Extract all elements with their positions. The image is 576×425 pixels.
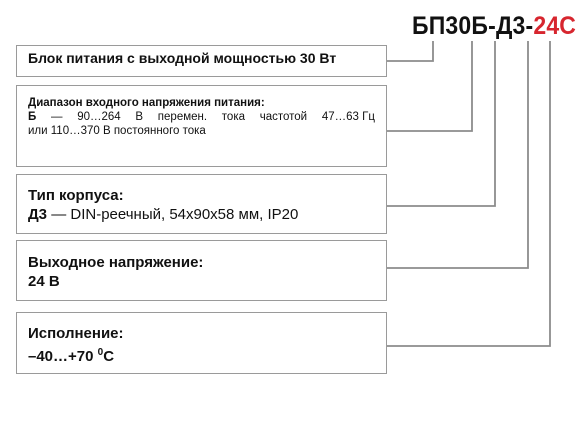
input-voltage-word: 47…63 Гц — [321, 111, 375, 123]
output-voltage-heading: Выходное напряжение: — [28, 254, 204, 271]
connector-housing — [387, 41, 495, 206]
connector-power — [387, 41, 433, 61]
code-separator: - — [525, 12, 534, 40]
power-text: Блок питания с выходной мощностью 30 Вт — [28, 50, 337, 66]
field-box-housing — [16, 174, 387, 234]
input-voltage-line2: или 110…370 В постоянного тока — [28, 125, 206, 137]
housing-description: — DIN-реечный, 54x90x58 мм, IP20 — [47, 206, 299, 223]
connector-input-voltage — [387, 41, 472, 131]
input-voltage-word: перемен. — [157, 111, 208, 123]
version-heading: Исполнение: — [28, 325, 124, 342]
input-voltage-line1 — [28, 110, 375, 124]
code-separator: - — [488, 12, 496, 40]
input-voltage-word: тока — [221, 111, 245, 123]
input-voltage-code: Б — [28, 111, 37, 123]
housing-heading: Тип корпуса: — [28, 187, 124, 204]
version-degree: 0 — [97, 347, 104, 358]
input-voltage-word: 90…264 — [77, 111, 121, 123]
housing-value — [28, 205, 375, 224]
code-part-housing: Д3 — [495, 12, 526, 40]
version-range: –40…+70 — [28, 348, 94, 365]
output-voltage-value: 24 В — [28, 273, 60, 290]
field-box-power — [16, 45, 387, 77]
version-value — [28, 343, 375, 366]
input-voltage-word: — — [50, 111, 63, 123]
connector-version — [387, 41, 550, 346]
code-part-output-version: 24С — [533, 12, 576, 40]
field-box-version — [16, 312, 387, 374]
input-voltage-word: В — [135, 111, 144, 123]
field-box-output-voltage — [16, 240, 387, 301]
connector-output-voltage — [387, 41, 528, 268]
code-part-power-input: БП30Б — [412, 12, 489, 40]
field-box-input-voltage — [16, 85, 387, 167]
housing-code: Д3 — [28, 206, 48, 223]
version-unit: С — [103, 348, 115, 365]
input-voltage-heading: Диапазон входного напряжения питания: — [28, 97, 265, 109]
input-voltage-word: частотой — [259, 111, 308, 123]
